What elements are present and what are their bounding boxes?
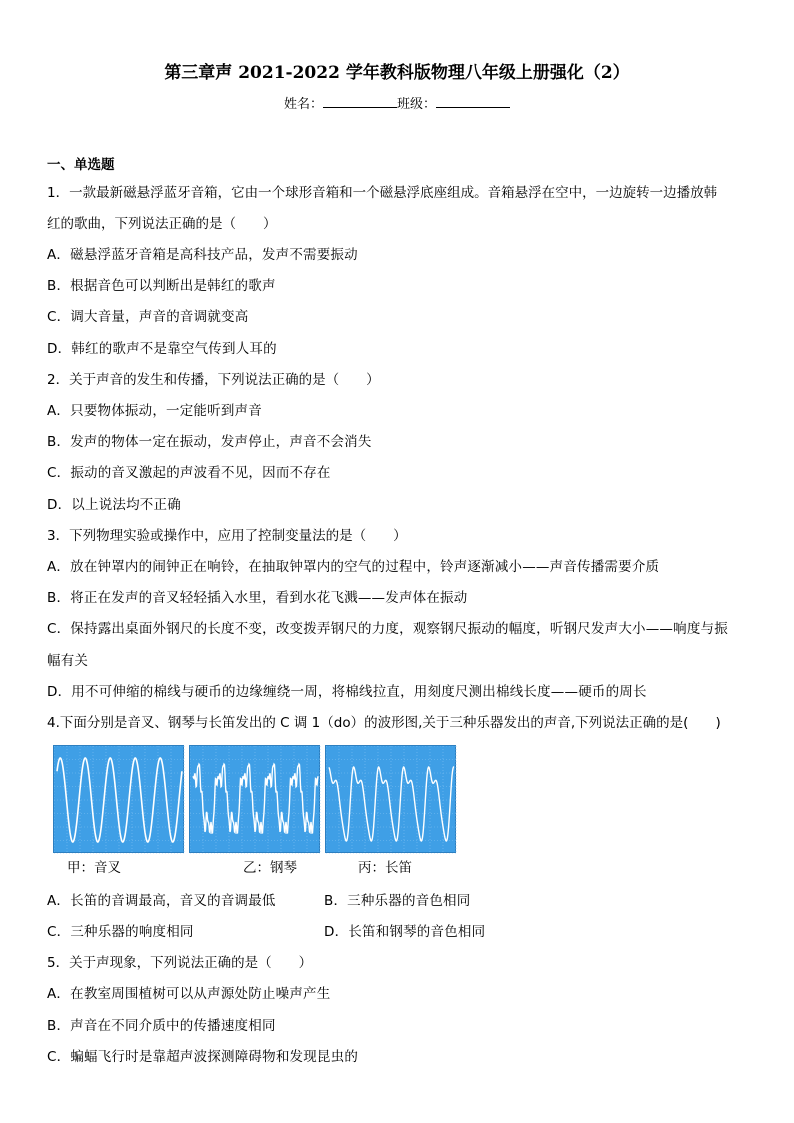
section-title: 一、单选题: [47, 157, 115, 173]
q1-stem-line1: 1．一款最新磁悬浮蓝牙音箱，它由一个球形音箱和一个磁悬浮底座组成。音箱悬浮在空中，一边旋转一边播放韩: [47, 185, 718, 201]
waveform-panel-flute: [325, 745, 456, 853]
waveform-piano-graph: [190, 746, 321, 854]
scope-grid: [190, 746, 321, 854]
q2-stem: 2．关于声音的发生和传播，下列说法正确的是（ ）: [47, 372, 380, 388]
waveform-tuning-fork-graph: [54, 746, 185, 854]
q1-option-a: A．磁悬浮蓝牙音箱是高科技产品，发声不需要振动: [47, 247, 358, 263]
page-title: 第三章声 2021-2022 学年教科版物理八年级上册强化（2）: [164, 63, 630, 83]
q3-option-b: B．将正在发声的音叉轻轻插入水里，看到水花飞溅——发声体在振动: [47, 590, 468, 606]
scope-grid: [54, 746, 185, 854]
q5-option-a: A．在教室周围植树可以从声源处防止噪声产生: [47, 986, 331, 1002]
q3-option-d: D．用不可伸缩的棉线与硬币的边缘缠绕一周，将棉线拉直，用刻度尺测出棉线长度——硬币的周长: [47, 684, 647, 700]
q3-option-a: A．放在钟罩内的闹钟正在响铃，在抽取钟罩内的空气的过程中，铃声逐渐减小——声音传播需要介质: [47, 559, 660, 575]
q1-stem-line2: 红的歌曲，下列说法正确的是（ ）: [47, 216, 277, 232]
name-blank[interactable]: [323, 95, 397, 108]
q1-option-d: D．韩红的歌声不是靠空气传到人耳的: [47, 341, 277, 357]
q2-option-a: A．只要物体振动，一定能听到声音: [47, 403, 262, 419]
q1-option-b: B．根据音色可以判断出是韩红的歌声: [47, 278, 276, 294]
waveform-figures: [53, 745, 457, 875]
q2-option-b: B．发声的物体一定在振动，发声停止，声音不会消失: [47, 434, 372, 450]
class-blank[interactable]: [436, 95, 510, 108]
q4-option-d: D．长笛和钢琴的音色相同: [324, 924, 486, 940]
flute-wave: [329, 767, 454, 841]
q2-option-c: C．振动的音叉激起的声波看不见，因而不存在: [47, 465, 331, 481]
q3-option-c-line1: C．保持露出桌面外钢尺的长度不变，改变拨弄钢尺的力度，观察钢尺振动的幅度，听钢尺发声大小——响度与振: [47, 621, 728, 637]
q1-option-c: C．调大音量，声音的音调就变高: [47, 309, 249, 325]
waveform-panel-tuning-fork: [53, 745, 184, 853]
q5-option-b: B．声音在不同介质中的传播速度相同: [47, 1018, 276, 1034]
q5-option-c: C．蝙蝠飞行时是靠超声波探测障碍物和发现昆虫的: [47, 1049, 359, 1065]
caption-piano: 乙：钢琴: [243, 860, 297, 876]
waveform-flute-graph: [326, 746, 457, 854]
waveform-panel-piano: [189, 745, 320, 853]
q5-stem: 5．关于声现象，下列说法正确的是（ ）: [47, 955, 313, 971]
class-label: 班级：: [397, 97, 437, 112]
q4-stem: 4.下面分别是音叉、钢琴与长笛发出的 C 调 1（do）的波形图,关于三种乐器发出的声音,下列说法正确的是( ): [47, 715, 721, 731]
caption-flute: 丙：长笛: [358, 860, 412, 876]
q4-option-a: A．长笛的音调最高，音叉的音调最低: [47, 893, 276, 909]
q4-option-c: C．三种乐器的响度相同: [47, 924, 194, 940]
q3-stem: 3．下列物理实验或操作中，应用了控制变量法的是（ ）: [47, 528, 407, 544]
q2-option-d: D．以上说法均不正确: [47, 497, 181, 513]
piano-wave: [193, 764, 318, 833]
name-label: 姓名：: [283, 97, 323, 112]
caption-tuning-fork: 甲：音叉: [67, 860, 121, 876]
name-class-line: [0, 93, 794, 112]
q4-option-b: B．三种乐器的音色相同: [324, 893, 471, 909]
q3-option-c-line2: 幅有关: [47, 653, 89, 669]
